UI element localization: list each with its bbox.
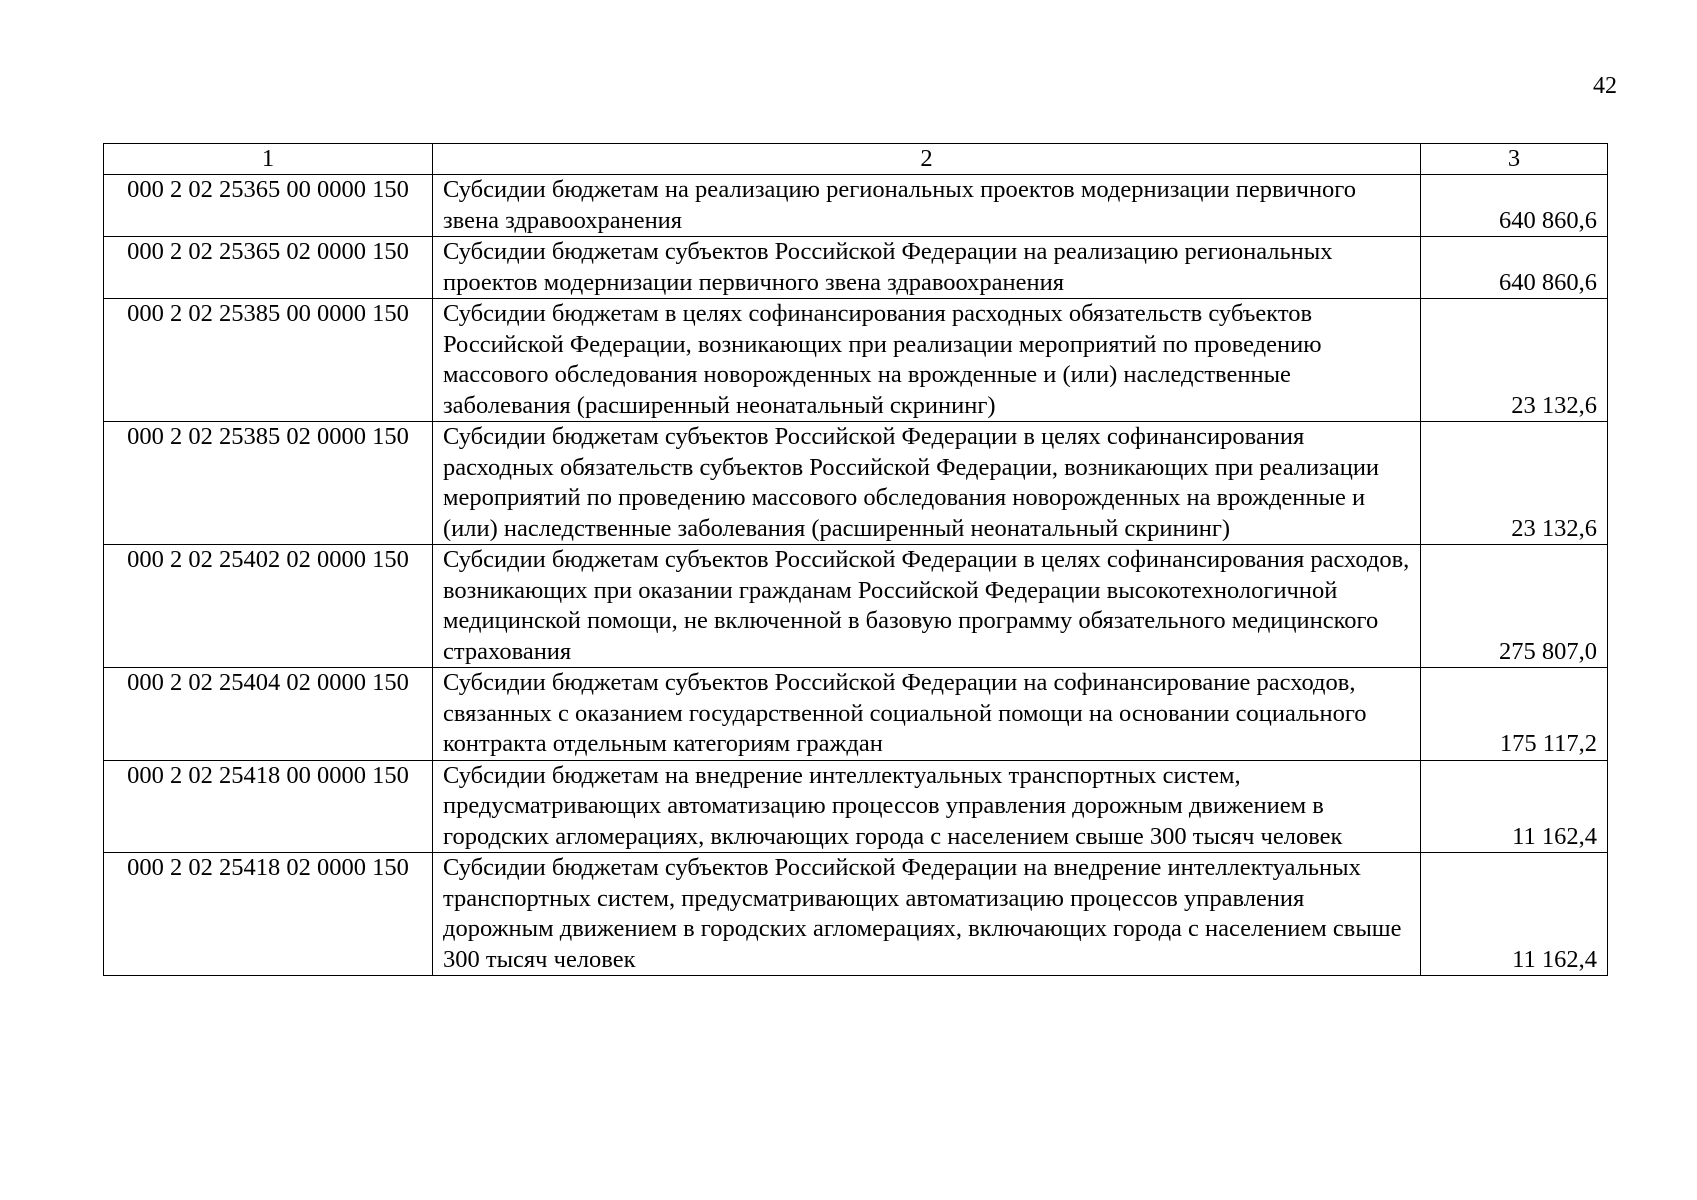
budget-code-cell: 000 2 02 25402 02 0000 150 xyxy=(104,545,433,668)
amount-cell: 11 162,4 xyxy=(1421,853,1608,976)
amount-cell: 23 132,6 xyxy=(1421,299,1608,422)
revenue-name-cell: Субсидии бюджетам на реализацию региональных проектов модернизации первичного звена здравоохранения xyxy=(433,175,1421,237)
budget-code-cell: 000 2 02 25365 02 0000 150 xyxy=(104,237,433,299)
budget-code-cell: 000 2 02 25404 02 0000 150 xyxy=(104,668,433,761)
column-number-header: 2 xyxy=(433,144,1421,175)
budget-code-cell: 000 2 02 25365 00 0000 150 xyxy=(104,175,433,237)
table-row xyxy=(104,299,1608,422)
amount-cell: 640 860,6 xyxy=(1421,237,1608,299)
amount-cell: 640 860,6 xyxy=(1421,175,1608,237)
amount-cell: 23 132,6 xyxy=(1421,422,1608,545)
table-row xyxy=(104,175,1608,237)
revenue-name-cell: Субсидии бюджетам субъектов Российской Федерации в целях софинансирования расходных обязательств субъектов Российской Федерации, возникающих при реализации мероприятий по проведению массового обследования новорожденных на врожденные и (или) наследственные заболевания (расширенный неонатальный скрининг) xyxy=(433,422,1421,545)
column-number-header: 3 xyxy=(1421,144,1608,175)
revenue-name-cell: Субсидии бюджетам субъектов Российской Федерации на реализацию региональных проектов модернизации первичного звена здравоохранения xyxy=(433,237,1421,299)
budget-code-cell: 000 2 02 25418 02 0000 150 xyxy=(104,853,433,976)
table-row xyxy=(104,760,1608,853)
table-row xyxy=(104,853,1608,976)
column-number-header: 1 xyxy=(104,144,433,175)
budget-code-cell: 000 2 02 25385 00 0000 150 xyxy=(104,299,433,422)
revenue-name-cell: Субсидии бюджетам на внедрение интеллектуальных транспортных систем, предусматривающих автоматизацию процессов управления дорожным движением в городских агломерациях, включающих города с населением свыше 300 тысяч человек xyxy=(433,760,1421,853)
revenue-name-cell: Субсидии бюджетам субъектов Российской Федерации на внедрение интеллектуальных транспортных систем, предусматривающих автоматизацию процессов управления дорожным движением в городских агломерациях, включающих города с населением свыше 300 тысяч человек xyxy=(433,853,1421,976)
table-row xyxy=(104,668,1608,761)
page-number: 42 xyxy=(1593,73,1617,99)
table-row xyxy=(104,545,1608,668)
amount-cell: 175 117,2 xyxy=(1421,668,1608,761)
table-row xyxy=(104,422,1608,545)
budget-code-cell: 000 2 02 25385 02 0000 150 xyxy=(104,422,433,545)
table-row xyxy=(104,237,1608,299)
revenue-name-cell: Субсидии бюджетам субъектов Российской Федерации в целях софинансирования расходов, возникающих при оказании гражданам Российской Федерации высокотехнологичной медицинской помощи, не включенной в базовую программу обязательного медицинского страхования xyxy=(433,545,1421,668)
budget-code-cell: 000 2 02 25418 00 0000 150 xyxy=(104,760,433,853)
revenue-name-cell: Субсидии бюджетам субъектов Российской Федерации на софинансирование расходов, связанных с оказанием государственной социальной помощи на основании социального контракта отдельным категориям граждан xyxy=(433,668,1421,761)
amount-cell: 11 162,4 xyxy=(1421,760,1608,853)
amount-cell: 275 807,0 xyxy=(1421,545,1608,668)
budget-revenue-table xyxy=(103,143,1608,976)
revenue-name-cell: Субсидии бюджетам в целях софинансирования расходных обязательств субъектов Российской Федерации, возникающих при реализации мероприятий по проведению массового обследования новорожденных на врожденные и (или) наследственные заболевания (расширенный неонатальный скрининг) xyxy=(433,299,1421,422)
column-number-row xyxy=(104,144,1608,175)
